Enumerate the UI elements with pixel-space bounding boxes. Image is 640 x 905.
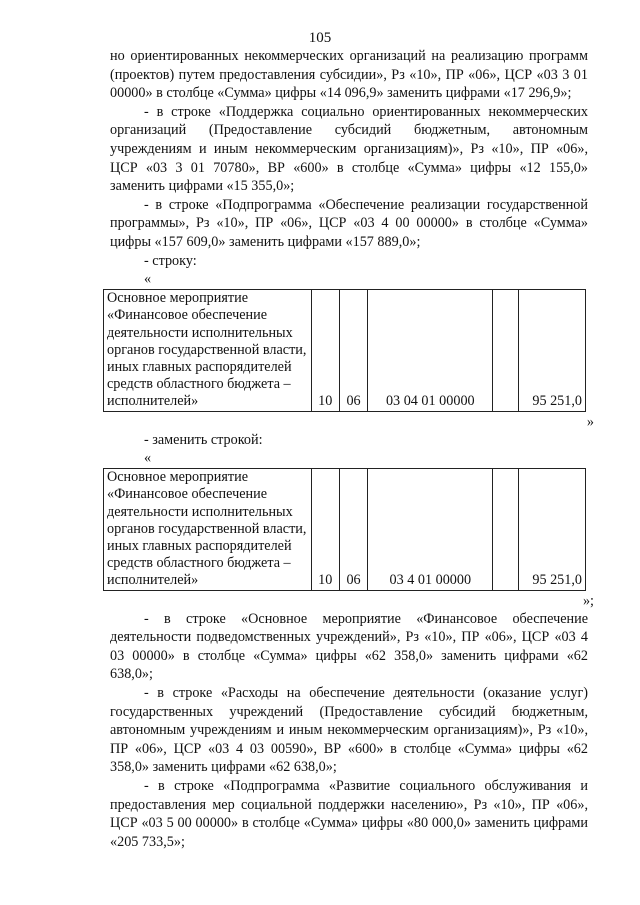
cell-sum: 95 251,0 (518, 290, 585, 411)
cell-csr: 03 04 01 00000 (368, 290, 493, 411)
cell-vr (493, 290, 518, 411)
cell-pr: 06 (339, 469, 367, 590)
cell-rz: 10 (311, 290, 339, 411)
quote-open: « (144, 450, 152, 467)
page-number: 105 (308, 30, 332, 46)
label-replace: - заменить строкой: (144, 431, 263, 448)
cell-pr: 06 (339, 290, 367, 411)
budget-table-old (103, 289, 586, 411)
cell-sum: 95 251,0 (518, 469, 585, 590)
paragraph-subprogram-implementation: - в строке «Подпрограмма «Обеспечение реализации государственной программы», Рз «10», ПР «06», ЦСР «03 4 00 00000» в столбце «Сумма» цифры «157 609,0» заменить цифрами «157 889,0»; (110, 196, 588, 250)
table-row (104, 290, 586, 411)
cell-description: Основное мероприятие «Финансовое обеспечение деятельности исполнительных органов государственной власти, иных главных распорядителей средств областного бюджета – исполнителей» (104, 290, 312, 411)
cell-description: Основное мероприятие «Финансовое обеспечение деятельности исполнительных органов государственной власти, иных главных распорядителей средств областного бюджета – исполнителей» (104, 469, 312, 590)
document-body (107, 47, 594, 851)
quote-close: »; (582, 592, 594, 609)
paragraph-expenses-institutions: - в строке «Расходы на обеспечение деятельности (оказание услуг) государственных учреждений (Предоставление субсидий бюджетным, автономным учреждениям и иным некоммерческим организациям)», Рз «10», ПР «06», ЦСР «03 4 03 00590», ВР «600» в столбце «Сумма» цифры «62 358,0» заменить цифрами «62 638,0»; (110, 684, 588, 776)
table-row (104, 469, 586, 590)
cell-rz: 10 (311, 469, 339, 590)
label-row: - строку: (144, 252, 197, 269)
paragraph-continuation: но ориентированных некоммерческих организаций на реализацию программ (проектов) путем предоставления субсидии», Рз «10», ПР «06», ЦСР «03 3 01 00000» в столбце «Сумма» цифры «14 096,9» заменить цифрами «17 296,9»; (110, 48, 588, 102)
paragraph-support-nko: - в строке «Поддержка социально ориентированных некоммерческих организаций (Предоставление субсидий бюджетным, автономным учреждениям и иным некоммерческим организациям)», Рз «10», ПР «06», ЦСР «03 3 01 70780», ВР «600» в столбце «Сумма» цифры «12 155,0» заменить цифрами «15 355,0»; (110, 103, 588, 195)
cell-vr (493, 469, 518, 590)
cell-csr: 03 4 01 00000 (368, 469, 493, 590)
quote-open: « (144, 271, 152, 288)
paragraph-subprogram-social-service: - в строке «Подпрограмма «Развитие социального обслуживания и предоставления мер социальной поддержки населению», Рз «10», ПР «06», ЦСР «03 5 00 00000» в столбце «Сумма» цифры «80 000,0» заменить цифрами «205 733,5»; (110, 777, 588, 850)
quote-close: » (586, 413, 594, 430)
paragraph-main-activity-subordinate: - в строке «Основное мероприятие «Финансовое обеспечение деятельности подведомственных учреждений», Рз «10», ПР «06», ЦСР «03 4 03 00000» в столбце «Сумма» цифры «62 358,0» заменить цифрами «62 638,0»; (110, 610, 588, 683)
budget-table-new (103, 468, 586, 590)
